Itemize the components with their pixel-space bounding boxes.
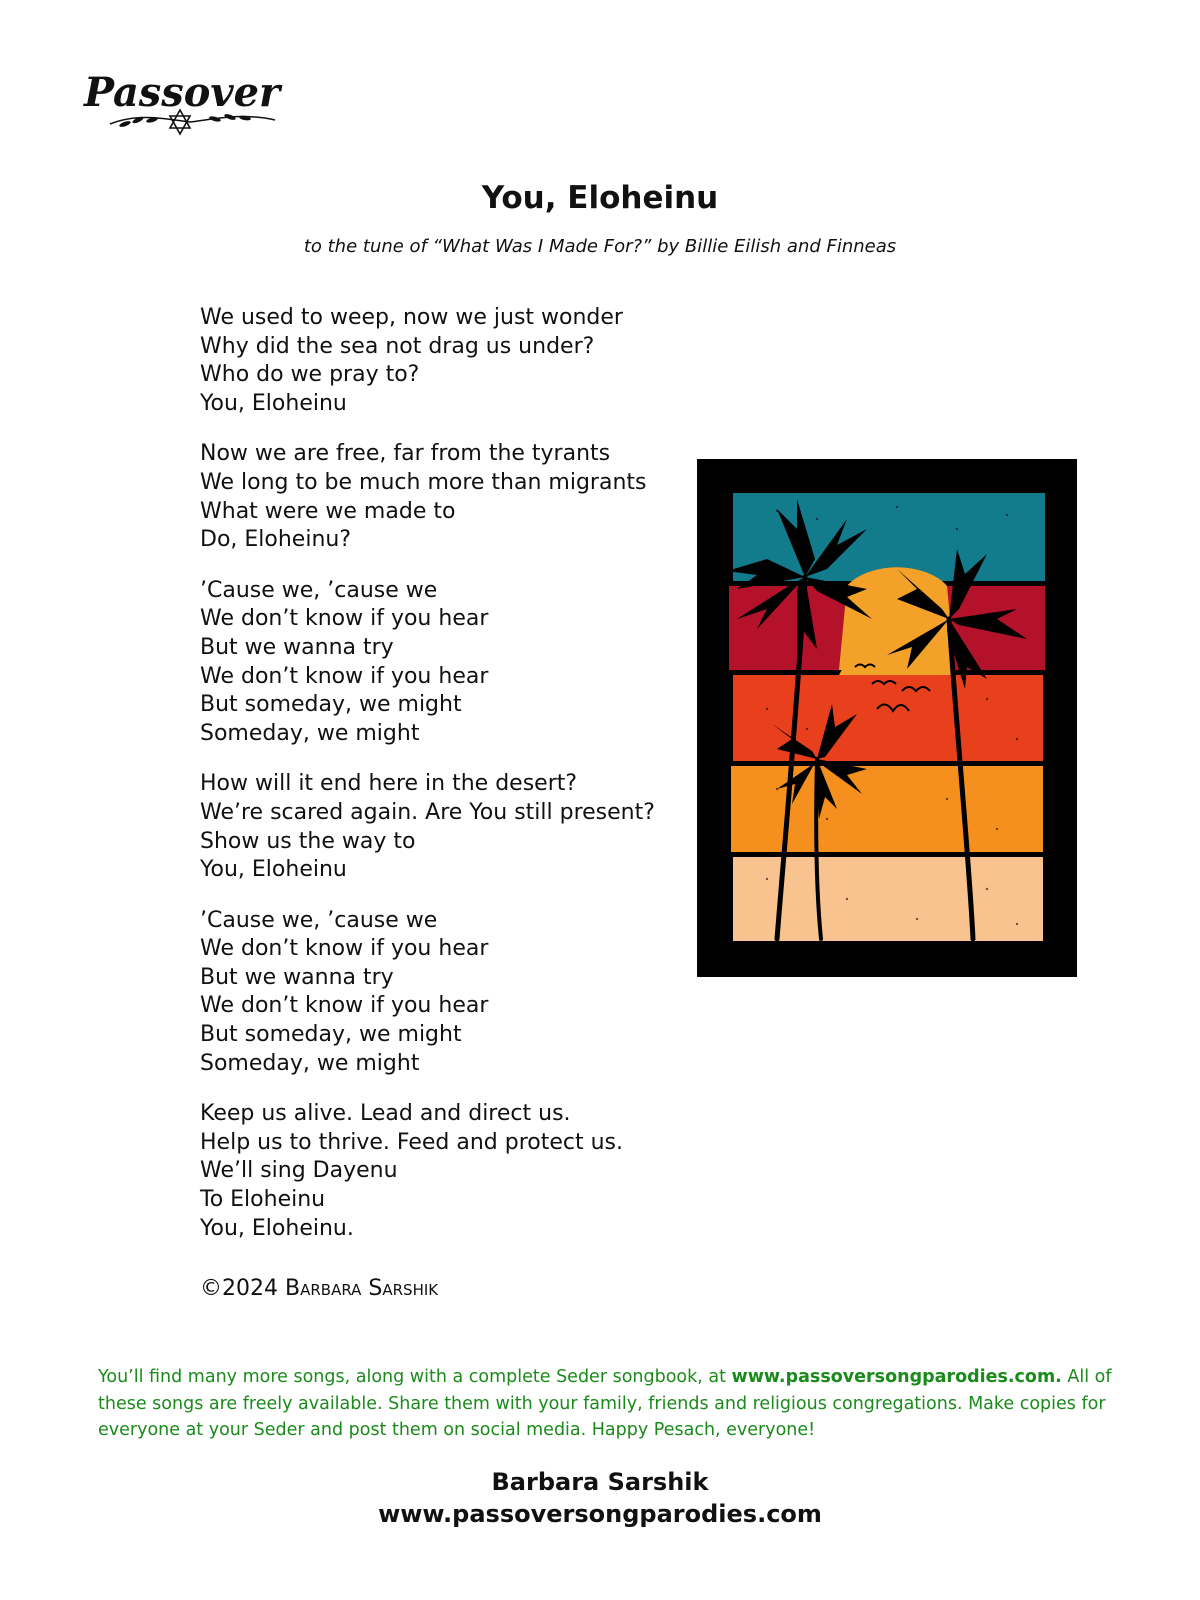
- signature: [0, 1466, 1200, 1530]
- copyright: [200, 1276, 438, 1301]
- copyright-year: ©2024: [200, 1276, 278, 1301]
- lyrics: [200, 304, 680, 1265]
- lyric-line: Now we are free, far from the tyrants: [200, 441, 611, 467]
- stanza: [200, 304, 680, 418]
- palm-sunset-illustration: [697, 459, 1077, 977]
- lyric-line: You, Eloheinu.: [200, 1215, 354, 1241]
- lyric-line: ’Cause we, ’cause we: [200, 907, 438, 933]
- passover-logo-graphic: [80, 62, 290, 140]
- lyric-line: We don’t know if you hear: [200, 993, 489, 1019]
- stanza: [200, 440, 680, 554]
- stanza: [200, 907, 680, 1079]
- lyric-line: Do, Eloheinu?: [200, 527, 352, 553]
- lyric-line: To Eloheinu: [200, 1187, 326, 1213]
- lyric-line: We don’t know if you hear: [200, 936, 489, 962]
- stanza: [200, 770, 680, 884]
- footer-website-link[interactable]: www.passoversongparodies.com.: [731, 1367, 1062, 1387]
- lyric-line: We’re scared again. Are You still present?: [200, 799, 655, 825]
- footer-note-intro: You’ll find many more songs, along with a complete Seder songbook, at: [98, 1367, 732, 1387]
- footer-note: [98, 1364, 1118, 1444]
- lyric-line: But someday, we might: [200, 1022, 462, 1048]
- lyric-line: We don’t know if you hear: [200, 606, 489, 632]
- lyric-line: ’Cause we, ’cause we: [200, 577, 438, 603]
- song-subtitle: to the tune of “What Was I Made For?” by Billie Eilish and Finneas: [303, 236, 897, 257]
- lyric-line: We used to weep, now we just wonder: [200, 305, 623, 330]
- lyric-line: Someday, we might: [200, 720, 420, 746]
- copyright-author: Barbara Sarshik: [285, 1276, 439, 1301]
- lyric-line: Keep us alive. Lead and direct us.: [200, 1101, 571, 1127]
- lyric-line: Help us to thrive. Feed and protect us.: [200, 1129, 624, 1155]
- footer-note-body: All of these songs are freely available. Share them with your family, friends and religious congregations. Make copies for everyone at your Seder and post them on social media. Happy Pesach, everyone!: [98, 1367, 1112, 1440]
- lyric-line: How will it end here in the desert?: [200, 771, 578, 797]
- lyric-line: Who do we pray to?: [200, 362, 420, 388]
- lyric-line: We’ll sing Dayenu: [200, 1158, 398, 1184]
- lyric-line: But we wanna try: [200, 964, 394, 990]
- passover-logo: [80, 62, 290, 140]
- signature-site[interactable]: www.passoversongparodies.com: [378, 1500, 822, 1528]
- lyric-line: We don’t know if you hear: [200, 663, 489, 689]
- svg-text:Passover: Passover: [83, 69, 283, 116]
- lyric-line: You, Eloheinu: [200, 390, 347, 416]
- lyric-line: What were we made to: [200, 498, 456, 524]
- stanza: [200, 577, 680, 749]
- lyric-line: But we wanna try: [200, 634, 394, 660]
- lyric-line: You, Eloheinu: [200, 857, 347, 883]
- stanza: [200, 1100, 680, 1243]
- lyric-line: But someday, we might: [200, 692, 462, 718]
- lyric-line: Someday, we might: [200, 1050, 420, 1076]
- song-title: You, Eloheinu: [481, 180, 719, 216]
- lyric-line: Why did the sea not drag us under?: [200, 333, 595, 359]
- lyric-line: Show us the way to: [200, 828, 416, 854]
- signature-name: Barbara Sarshik: [491, 1468, 709, 1496]
- lyric-line: We long to be much more than migrants: [200, 469, 647, 495]
